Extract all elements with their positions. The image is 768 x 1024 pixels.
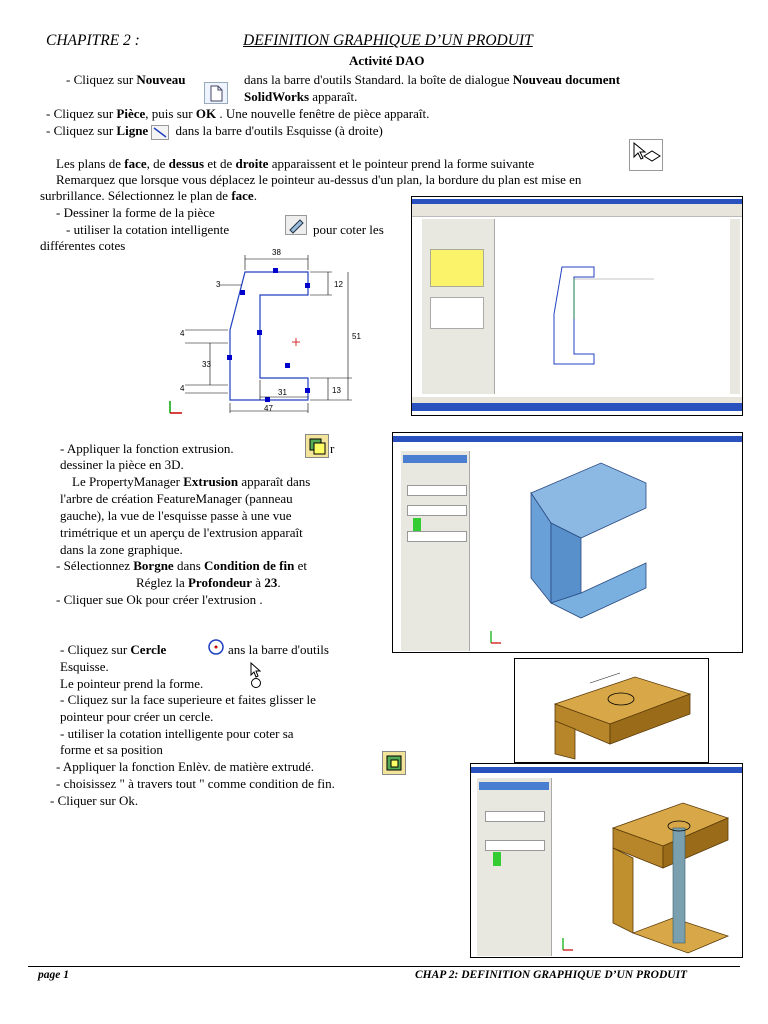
step-smart-dimension-rest: pour coter les — [313, 222, 384, 237]
screenshot-extrusion-window — [392, 432, 743, 653]
extrusion-line8: - Sélectionnez Borgne dans Condition de fin et — [56, 558, 307, 573]
pointer-shape-icon — [629, 139, 663, 171]
extruded-cut-icon — [382, 751, 406, 775]
extrusion-line4: l'arbre de création FeatureManager (panneau — [60, 491, 293, 506]
smart-dimension-icon — [285, 215, 307, 235]
step-nouveau-rest: dans la barre d'outils Standard. la boîte de dialogue Nouveau document — [244, 72, 621, 87]
circle-line6: - utiliser la cotation intelligente pour coter sa — [60, 726, 294, 741]
circle-line9: - choisissez " à travers tout " comme condition de fin. — [56, 776, 335, 791]
dim-label: 12 — [334, 280, 343, 289]
step-smart-dimension: - utiliser la cotation intelligente — [66, 222, 230, 237]
extrusion-icon — [305, 434, 329, 458]
new-document-icon — [204, 82, 228, 104]
step-ligne: - Cliquez sur Ligne dans la barre d'outils Esquisse (à droite) — [46, 123, 383, 138]
dim-label: 47 — [264, 404, 273, 413]
planes-paragraph: Les plans de face, de dessus et de droite apparaissent et le pointeur prend la forme suivante — [56, 156, 535, 171]
dim-label: 38 — [272, 248, 281, 257]
step-extrusion-cut: r — [330, 441, 335, 456]
step-nouveau: - Cliquez sur Nouveau — [66, 72, 186, 87]
picture-circle-on-part — [514, 658, 709, 763]
circle-line8: - Appliquer la fonction Enlèv. de matière extrudé. — [56, 759, 314, 774]
dim-label: 13 — [332, 386, 341, 395]
step-nouveau-line2: SolidWorks apparaît. — [244, 89, 358, 104]
remark-paragraph: Remarquez que lorsque vous déplacez le pointeur au-dessus d'un plan, la bordure du plan est mise en — [56, 172, 582, 187]
step-smart-dimension-line2: différentes cotes — [40, 238, 126, 253]
extrusion-line3: Le PropertyManager Extrusion apparaît dans — [72, 474, 311, 489]
screenshot-sketch-window — [411, 196, 743, 416]
circle-line4: - Cliquez sur la face superieure et faites glisser le — [60, 692, 316, 707]
activity-title: Activité DAO — [349, 53, 425, 68]
extrusion-line6: trimétrique et un aperçu de l'extrusion apparaît — [60, 525, 303, 540]
dim-label: 4 — [180, 329, 185, 338]
screenshot-cut-window — [470, 763, 743, 958]
chapter-label: CHAPITRE 2 : — [46, 32, 140, 49]
step-piece: - Cliquez sur Pièce, puis sur OK . Une nouvelle fenêtre de pièce apparaît. — [46, 106, 430, 121]
circle-tool-icon — [205, 637, 227, 657]
extrusion-line5: gauche), la vue de l'esquisse passe à une vue — [60, 508, 292, 523]
circle-pointer-icon — [247, 661, 265, 689]
circle-line2: Esquisse. — [60, 659, 109, 674]
extrusion-line7: dans la zone graphique. — [60, 542, 183, 557]
dim-label: 4 — [180, 384, 185, 393]
extrusion-line2: dessiner la pièce en 3D. — [60, 457, 184, 472]
footer-page: page 1 — [38, 969, 69, 981]
step-circle: - Cliquez sur Cercle — [60, 642, 167, 657]
axis-triad-icon — [170, 401, 182, 413]
dim-label: 33 — [202, 360, 211, 369]
dim-label: 51 — [352, 332, 361, 341]
circle-line10: - Cliquer sur Ok. — [50, 793, 139, 808]
dim-label: 3 — [216, 280, 221, 289]
select-face-paragraph: surbrillance. Sélectionnez le plan de face. — [40, 188, 257, 203]
sketch-drawing — [160, 235, 400, 420]
line-tool-icon — [151, 125, 169, 140]
step-circle-rest: ans la barre d'outils — [228, 642, 329, 657]
extrusion-line9: Réglez la Profondeur à 23. — [136, 575, 281, 590]
circle-line3: Le pointeur prend la forme. — [60, 676, 204, 691]
footer-chapter: CHAP 2: DEFINITION GRAPHIQUE D’UN PRODUIT — [415, 969, 688, 981]
step-draw-shape: - Dessiner la forme de la pièce — [56, 205, 215, 220]
page-title: DEFINITION GRAPHIQUE D’UN PRODUIT — [243, 32, 533, 49]
extrusion-line10: - Cliquer sue Ok pour créer l'extrusion . — [56, 592, 263, 607]
dim-label: 31 — [278, 388, 287, 397]
circle-line7: forme et sa position — [60, 742, 163, 757]
circle-line5: pointeur pour créer un cercle. — [60, 709, 214, 724]
step-extrusion: - Appliquer la fonction extrusion. — [60, 441, 234, 456]
